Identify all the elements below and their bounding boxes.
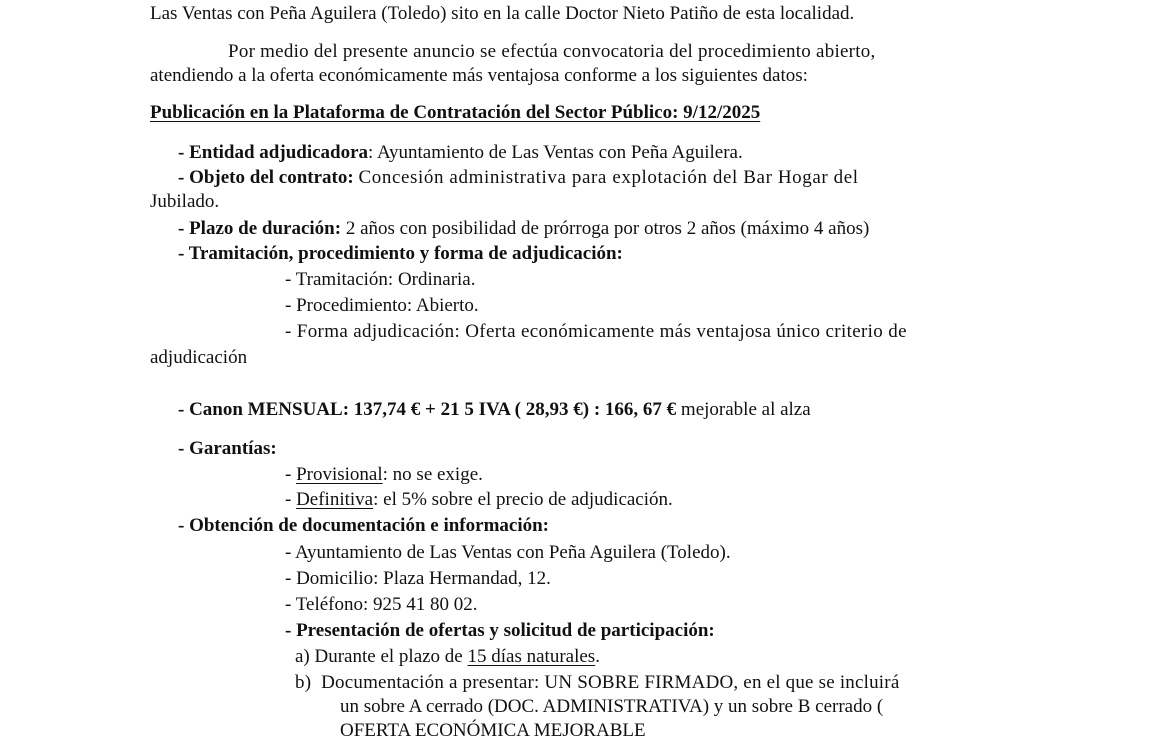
provisional-item	[285, 463, 483, 487]
obtencion-item-ayuntamiento: - Ayuntamiento de Las Ventas con Peña Aguilera (Toledo).	[285, 542, 731, 563]
intro-paragraph-text: Por medio del presente anuncio se efectúa convocatoria del procedimiento abierto,	[228, 41, 876, 62]
tramitacion-heading: - Tramitación, procedimiento y forma de adjudicación:	[178, 243, 623, 264]
objeto-line	[178, 166, 1024, 190]
canon-note: mejorable al alza	[676, 399, 811, 420]
objeto-continuation: Jubilado.	[150, 191, 220, 212]
item-a	[295, 645, 600, 669]
plazo-value: 2 años con posibilidad de prórroga por otros 2 años (máximo 4 años)	[345, 218, 870, 239]
item-b-text: b) Documentación a presentar: UN SOBRE FIRMADO, en el que se incluirá	[295, 672, 900, 693]
canon-amount: - Canon MENSUAL: 137,74 € + 21 5 IVA ( 28,93 €) : 166, 67 €	[178, 399, 677, 420]
presentacion-heading: - Presentación de ofertas y solicitud de participación:	[285, 620, 715, 641]
provisional-dash: -	[285, 464, 297, 485]
objeto-value: Concesión administrativa para explotación del Bar Hogar del	[358, 167, 859, 188]
garantias-heading: - Garantías:	[178, 438, 277, 459]
definitiva-value: : el 5% sobre el precio de adjudicación.	[373, 489, 673, 510]
plazo-label: - Plazo de duración:	[178, 218, 342, 239]
provisional-value: : no se exige.	[382, 464, 483, 485]
plazo-line	[178, 217, 869, 241]
definitiva-dash: -	[285, 489, 297, 510]
item-b-line2: un sobre A cerrado (DOC. ADMINISTRATIVA) y un sobre B cerrado (	[340, 696, 884, 717]
item-b-line3: OFERTA ECONÓMICA MEJORABLE	[340, 720, 646, 741]
obtencion-item-domicilio: - Domicilio: Plaza Hermandad, 12.	[285, 568, 551, 589]
definitiva-label: Definitiva	[296, 489, 374, 510]
intro-paragraph-line2: atendiendo a la oferta económicamente más ventajosa conforme a los siguientes datos:	[150, 65, 808, 86]
forma-item-continuation: adjudicación	[150, 347, 248, 368]
provisional-label: Provisional	[296, 464, 383, 485]
entidad-line	[178, 141, 743, 165]
obtencion-item-telefono: - Teléfono: 925 41 80 02.	[285, 594, 478, 615]
definitiva-item	[285, 488, 673, 512]
item-a-period: 15 días naturales	[467, 646, 596, 667]
entidad-label: - Entidad adjudicadora	[178, 142, 369, 163]
forma-item-text: - Forma adjudicación: Oferta económicamente más ventajosa único criterio de	[285, 321, 907, 342]
obtencion-heading: - Obtención de documentación e información:	[178, 515, 550, 536]
procedimiento-item: - Procedimiento: Abierto.	[285, 295, 479, 316]
intro-paragraph-line1	[228, 40, 1024, 64]
item-a-suffix: .	[595, 646, 600, 667]
intro-line: Las Ventas con Peña Aguilera (Toledo) sito en la calle Doctor Nieto Patiño de esta localidad.	[150, 3, 855, 24]
canon-line	[178, 398, 811, 422]
item-b-line1	[295, 671, 1024, 695]
entidad-value: : Ayuntamiento de Las Ventas con Peña Aguilera.	[368, 142, 743, 163]
objeto-label: - Objeto del contrato:	[178, 167, 354, 188]
publication-heading: Publicación en la Plataforma de Contratación del Sector Público: 9/12/2025	[150, 102, 761, 123]
tramitacion-item: - Tramitación: Ordinaria.	[285, 269, 476, 290]
item-a-prefix: a) Durante el plazo de	[295, 646, 468, 667]
forma-item-line	[285, 320, 1024, 344]
